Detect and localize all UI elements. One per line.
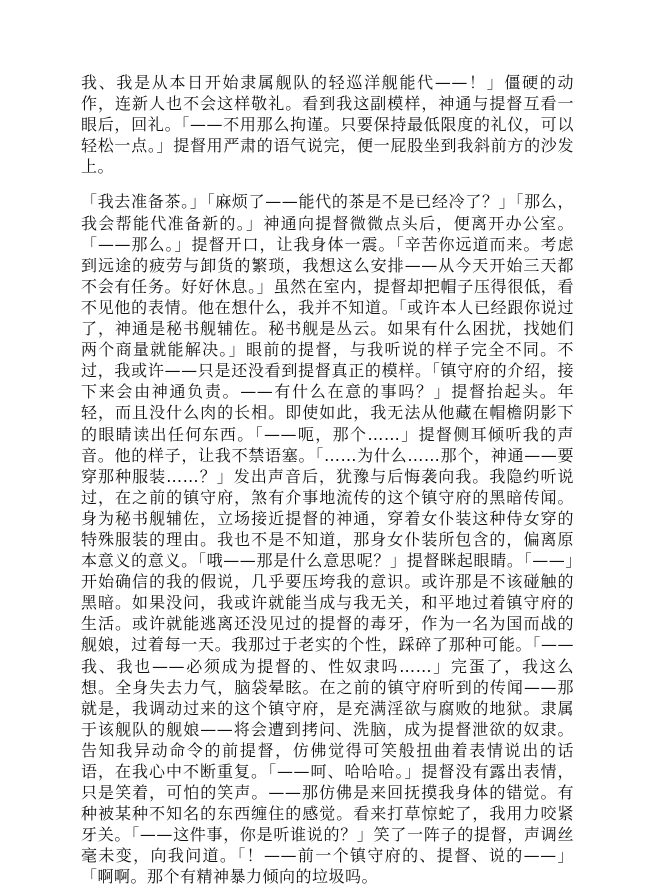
paragraph-2: 「我去准备茶。」「麻烦了——能代的茶是不是已经冷了？」「那么，我会帮能代准备新的。」神通向提督微微点头后，便离开办公室。「——那么。」提督开口，让我身体一震。「辛苦你远道而来。考虑到远途的疲劳与卸货的繁琐，我想这么安排——从今天开始三天都不会有任务。好好休息。」虽然在室内，提督却把帽子压得很低，看不见他的表情。他在想什么，我并不知道。「或许本人已经跟你说过了，神通是秘书舰辅佐。秘书舰是丛云。如果有什么困扰，找她们两个商量就能解决。」眼前的提督，与我听说的样子完全不同。不过，我或许——只是还没看到提督真正的模样。「镇守府的介绍，接下来会由神通负责。——有什么在意的事吗？」提督抬起头。年轻，而且没什么肉的长相。即使如此，我无法从他藏在帽檐阴影下的眼睛读出任何东西。「——呃，那个……」提督侧耳倾听我的声音。他的样子，让我不禁语塞。「……为什么……那个，神通——要穿那种服装……？」发出声音后，犹豫与后悔袭向我。我隐约听说过，在之前的镇守府，煞有介事地流传的这个镇守府的黑暗传闻。身为秘书舰辅佐，立场接近提督的神通，穿着女仆装这种侍女穿的特殊服装的理由。我也不是不知道，那身女仆装所包含的，偏离原本意义的意义。「哦——那是什么意思呢？」提督眯起眼睛。「——」开始确信的我的假说，几乎要压垮我的意识。或许那是不该碰触的黑暗。如果没问，我或许就能当成与我无关，和平地过着镇守府的生活。或许就能逃离还没见过的提督的毒牙，作为一名为国而战的舰娘，过着每一天。我那过于老实的个性，踩碎了那种可能。「——我、我也——必须成为提督的、性奴隶吗……」完蛋了，我这么想。全身失去力气，脑袋晕眩。在之前的镇守府听到的传闻——那就是，我调动过来的这个镇守府，是充满淫欲与腐败的地狱。隶属于该舰队的舰娘——将会遭到拷问、洗脑，成为提督泄欲的奴隶。告知我异动命令的前提督，仿佛觉得可笑般扭曲着表情说出的话语，在我心中不断重复。「——呵、哈哈哈。」提督没有露出表情，只是笑着，可怕的笑声。——那仿佛是来回抚摸我身体的错觉。有种被某种不知名的东西缠住的感觉。看来打草惊蛇了，我用力咬紧牙关。「——这件事，你是听谁说的？」笑了一阵子的提督，声调丝毫未变，向我问道。「！——前一个镇守府的、提督、说的——」「啊啊。那个有精神暴力倾向的垃圾吗。 bbox=[81, 192, 574, 887]
paragraph-1: 我、我是从本日开始隶属舰队的轻巡洋舰能代——！」僵硬的动作，连新人也不会这样敬礼。看到我这副模样，神通与提督互看一眼后，回礼。「——不用那么拘谨。只要保持最低限度的礼仪，可以轻松一点。」提督用严肃的语气说完，便一屁股坐到我斜前方的沙发上。 bbox=[81, 73, 574, 177]
